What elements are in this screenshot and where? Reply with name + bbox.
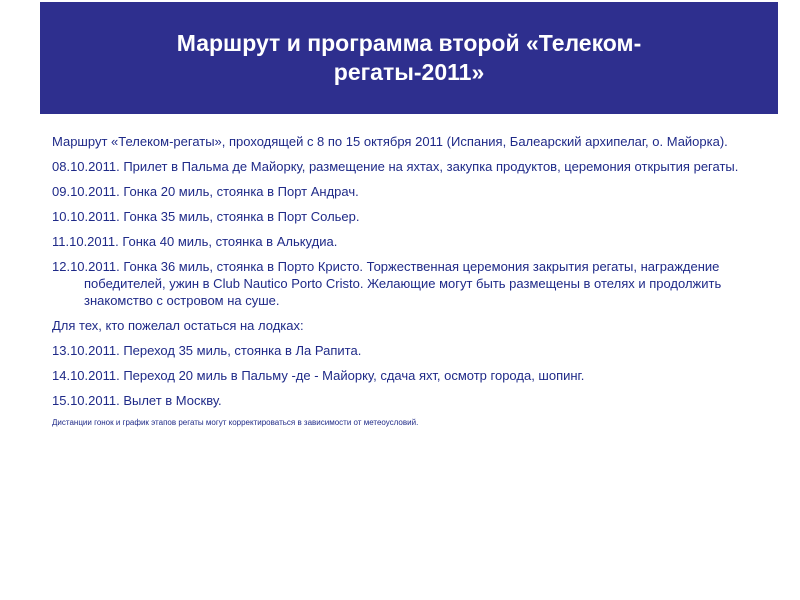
day-08-10: 08.10.2011. Прилет в Пальма де Майорку, размещение на яхтах, закупка продуктов, церемония открытия регаты. [52,159,739,174]
boat-stay-heading: Для тех, кто пожелал остаться на лодках: [52,318,304,333]
weather-note: Дистанции гонок и график этапов регаты могут корректироваться в зависимости от метеоусловий. [52,418,419,427]
title-banner [40,2,778,114]
route-intro: Маршрут «Телеком-регаты», проходящей с 8 по 15 октября 2011 (Испания, Балеарский архипелаг, о. Майорка). [52,134,728,149]
day-10-10: 10.10.2011. Гонка 35 миль, стоянка в Порт Сольер. [52,209,360,224]
day-13-10: 13.10.2011. Переход 35 миль, стоянка в Ла Рапита. [52,343,362,358]
day-11-10: 11.10.2011. Гонка 40 миль, стоянка в Алькудиа. [52,234,338,249]
day-12-10: 12.10.2011. Гонка 36 миль, стоянка в Порто Кристо. Торжественная церемония закрытия регаты, награждение победителей, ужин в Club Nautico Porto Cristo. Желающие могут быть размещены в отелях и продолжить знакомство с островом на суше. [52,259,722,308]
day-14-10: 14.10.2011. Переход 20 миль в Пальму -де - Майорку, сдача яхт, осмотр города, шопинг. [52,368,585,383]
title-line-2: регаты-2011» [333,59,485,85]
day-15-10: 15.10.2011. Вылет в Москву. [52,393,222,408]
title-line-1: Маршрут и программа второй «Телеком- [176,30,642,56]
page-title [129,29,689,87]
program-text [52,133,752,436]
day-09-10: 09.10.2011. Гонка 20 миль, стоянка в Порт Андрач. [52,184,359,199]
